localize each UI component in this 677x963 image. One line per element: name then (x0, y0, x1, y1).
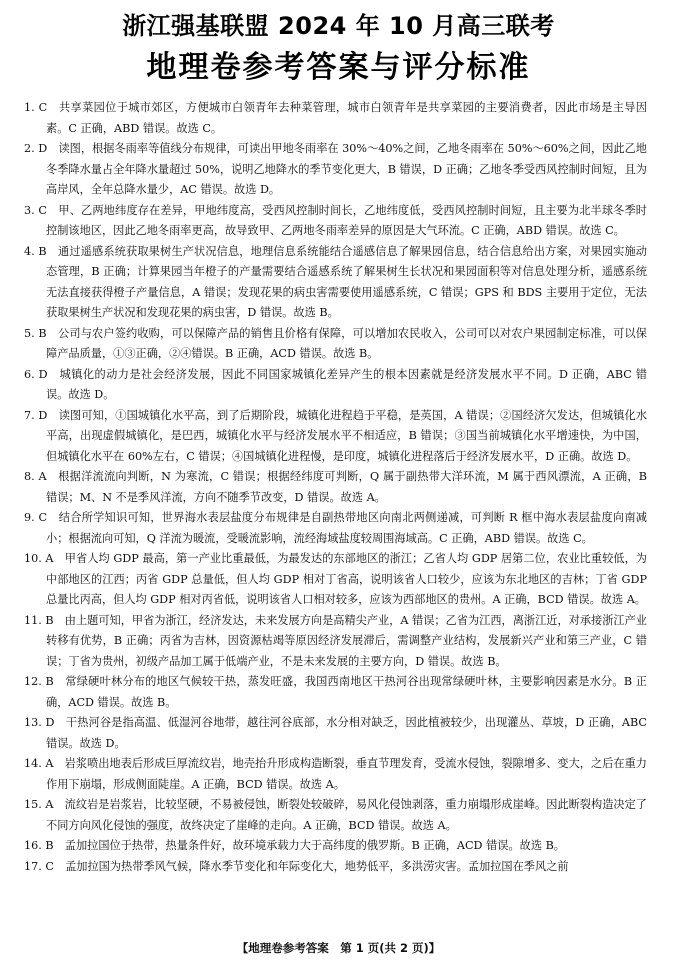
answer-item-7: 7. D 读图可知，①国城镇化水平高，到了后期阶段，城镇化进程趋于平稳，是英国，A 错误；②国经济欠发达，但城镇化水平高，出现虚假城镇化，是巴西，城镇化水平与经济发展水平不相适应，B 错误；③国当前城镇化水平增速快，为中国，但城镇化水平在 60%左右，C 错误；④国城镇化进程慢，是印度，城镇化进程落后于经济发展水平，D 正确。故选 D。 (24, 408, 647, 463)
answer-item-2: 2. D 读图，根据冬雨率等值线分布规律，可读出甲地冬雨率在 30%～40%之间，乙地冬雨率在 50%～60%之间，因此乙地冬季降水量占全年降水量超过 50%，说明乙地降水的季节变化更大，B 错误，D 正确；乙地冬季受西风控制时间短，且为高岸风，全年总降水量少，AC 错误。故选 D。 (24, 142, 647, 196)
answer-item-15: 15. A 流纹岩是岩浆岩，比较坚硬，不易被侵蚀，断裂处较破碎，易风化侵蚀剥落，重力崩塌形成崖峰。因此断裂构造决定了不同方向风化侵蚀的强度，故终决定了崖峰的走向。A 正确，BCD 错误。故选 A。 (24, 798, 647, 832)
answer-item-14: 14. A 岩浆喷出地表后形成巨厚流纹岩，地壳抬升形成构造断裂，垂直节理发育，受流水侵蚀，裂隙增多、变大，之后在重力作用下崩塌，形成侧面陡崖。A 正确，BCD 错误。故选 A。 (24, 757, 647, 791)
answer-item-8: 8. A 根据洋流流向判断，N 为寒流，C 错误；根据经纬度可判断，Q 属于副热带大洋环流，M 属于西风漂流，A 正确，B 错误；M、N 不是季风洋流，方向不随季节改变，D 错误。故选 A。 (24, 470, 647, 504)
exam-title: 浙江强基联盟 2024 年 10 月高三联考 (122, 12, 555, 40)
answer-item-12: 12. B 常绿硬叶林分布的地区气候较干热，蒸发旺盛，我国西南地区干热河谷出现常绿硬叶林，主要影响因素是水分。B 正确，ACD 错误。故选 B。 (24, 675, 647, 709)
answer-item-13: 13. D 干热河谷是指高温、低湿河谷地带，越往河谷底部，水分相对缺乏，因此植被较少，出现灌丛、草坡，D 正确，ABC 错误。故选 D。 (24, 716, 647, 750)
answer-item-3: 3. C 甲、乙两地纬度存在差异，甲地纬度高，受西风控制时间长，乙地纬度低，受西风控制时间短，且主要为北半球冬季时控制该地区，因此乙地冬雨率更高，故导致甲、乙两地冬雨率差异的原因是大气环流。C 正确，ABD 错误。故选 C。 (24, 203, 647, 237)
answer-item-11: 11. B 由上题可知，甲省为浙江，经济发达，未来发展方向是高精尖产业，A 错误；乙省为江西，离浙江近，对承接浙江产业转移有优势，B 正确；丙省为吉林，因资源枯竭等原因经济发展滞后，需调整产业结构，发展新兴产业和第三产业，C 错误；丁省为贵州，初级产品加工属于低端产业，不是未来发展的主要方向，D 错误。故选 B。 (24, 613, 647, 668)
answer-item-16: 16. B 孟加拉国位于热带，热量条件好，故环境承载力大于高纬度的俄罗斯。B 正确，ACD 错误。故选 B。 (24, 839, 565, 852)
answer-item-9: 9. C 结合所学知识可知，世界海水表层盐度分布规律是自副热带地区向南北两侧递减，可判断 R 框中海水表层盐度向南减小；根据流向可知，Q 洋流为暖流，受暖流影响，流经海域盐度较周围海域高。C 正确，ABD 错误。故选 C。 (24, 511, 647, 545)
answer-item-6: 6. D 城镇化的动力是社会经济发展，因此不同国家城镇化差异产生的根本因素就是经济发展水平不同。D 正确，ABC 错误。故选 D。 (24, 367, 647, 401)
answer-list (24, 98, 647, 877)
answer-item-4: 4. B 通过遥感系统获取果树生产状况信息，地理信息系统能结合遥感信息了解果园信息，结合信息给出方案，对果园实施动态管理，B 正确；计算果园当年橙子的产量需要结合遥感系统了解果树生长状况和果园面积等对信息处理分析，遥感系统无法直接获得橙子产量信息，A 错误；发现花果的病虫害需要使用遥感系统，C 错误；GPS 和 BDS 主要用于定位，无法获取果树生产状况和发现花果的病虫害，D 错误。故选 B。 (24, 244, 647, 319)
answer-item-17: 17. C 孟加拉国为热带季风气候，降水季节变化和年际变化大，地势低平，多洪涝灾害。孟加拉国在季风之前 (24, 859, 569, 873)
answer-item-10: 10. A 甲省人均 GDP 最高，第一产业比重最低，为最发达的东部地区的浙江；乙省人均 GDP 居第二位，农业比重较低，为中部地区的江西；丙省 GDP 总量低，但人均 GDP 相对丁省高，说明该省人口较少，应该为东北地区的吉林；丁省 GDP 总量比丙高，但人均 GDP 相对丙省低，说明该省人口相对较多，应该为西部地区的贵州。A 正确，BCD 错误。故选 A。 (24, 552, 647, 606)
document-title: 地理卷参考答案与评分标准 (146, 50, 531, 85)
answer-item-1: 1. C 共享菜园位于城市郊区，方便城市白领青年去种菜管理，城市白领青年是共享菜园的主要消费者，因此市场是主导因素。C 正确，ABD 错误。故选 C。 (24, 101, 647, 135)
page-footer: 【地理卷参考答案 第 1 页(共 2 页)】 (236, 941, 441, 955)
answer-item-5: 5. B 公司与农户签约收购，可以保障产品的销售且价格有保障，可以增加农民收入，公司可以对农户果园制定标准，可以保障产品质量，①③正确，②④错误。B 正确，ACD 错误。故选 B。 (24, 326, 647, 360)
